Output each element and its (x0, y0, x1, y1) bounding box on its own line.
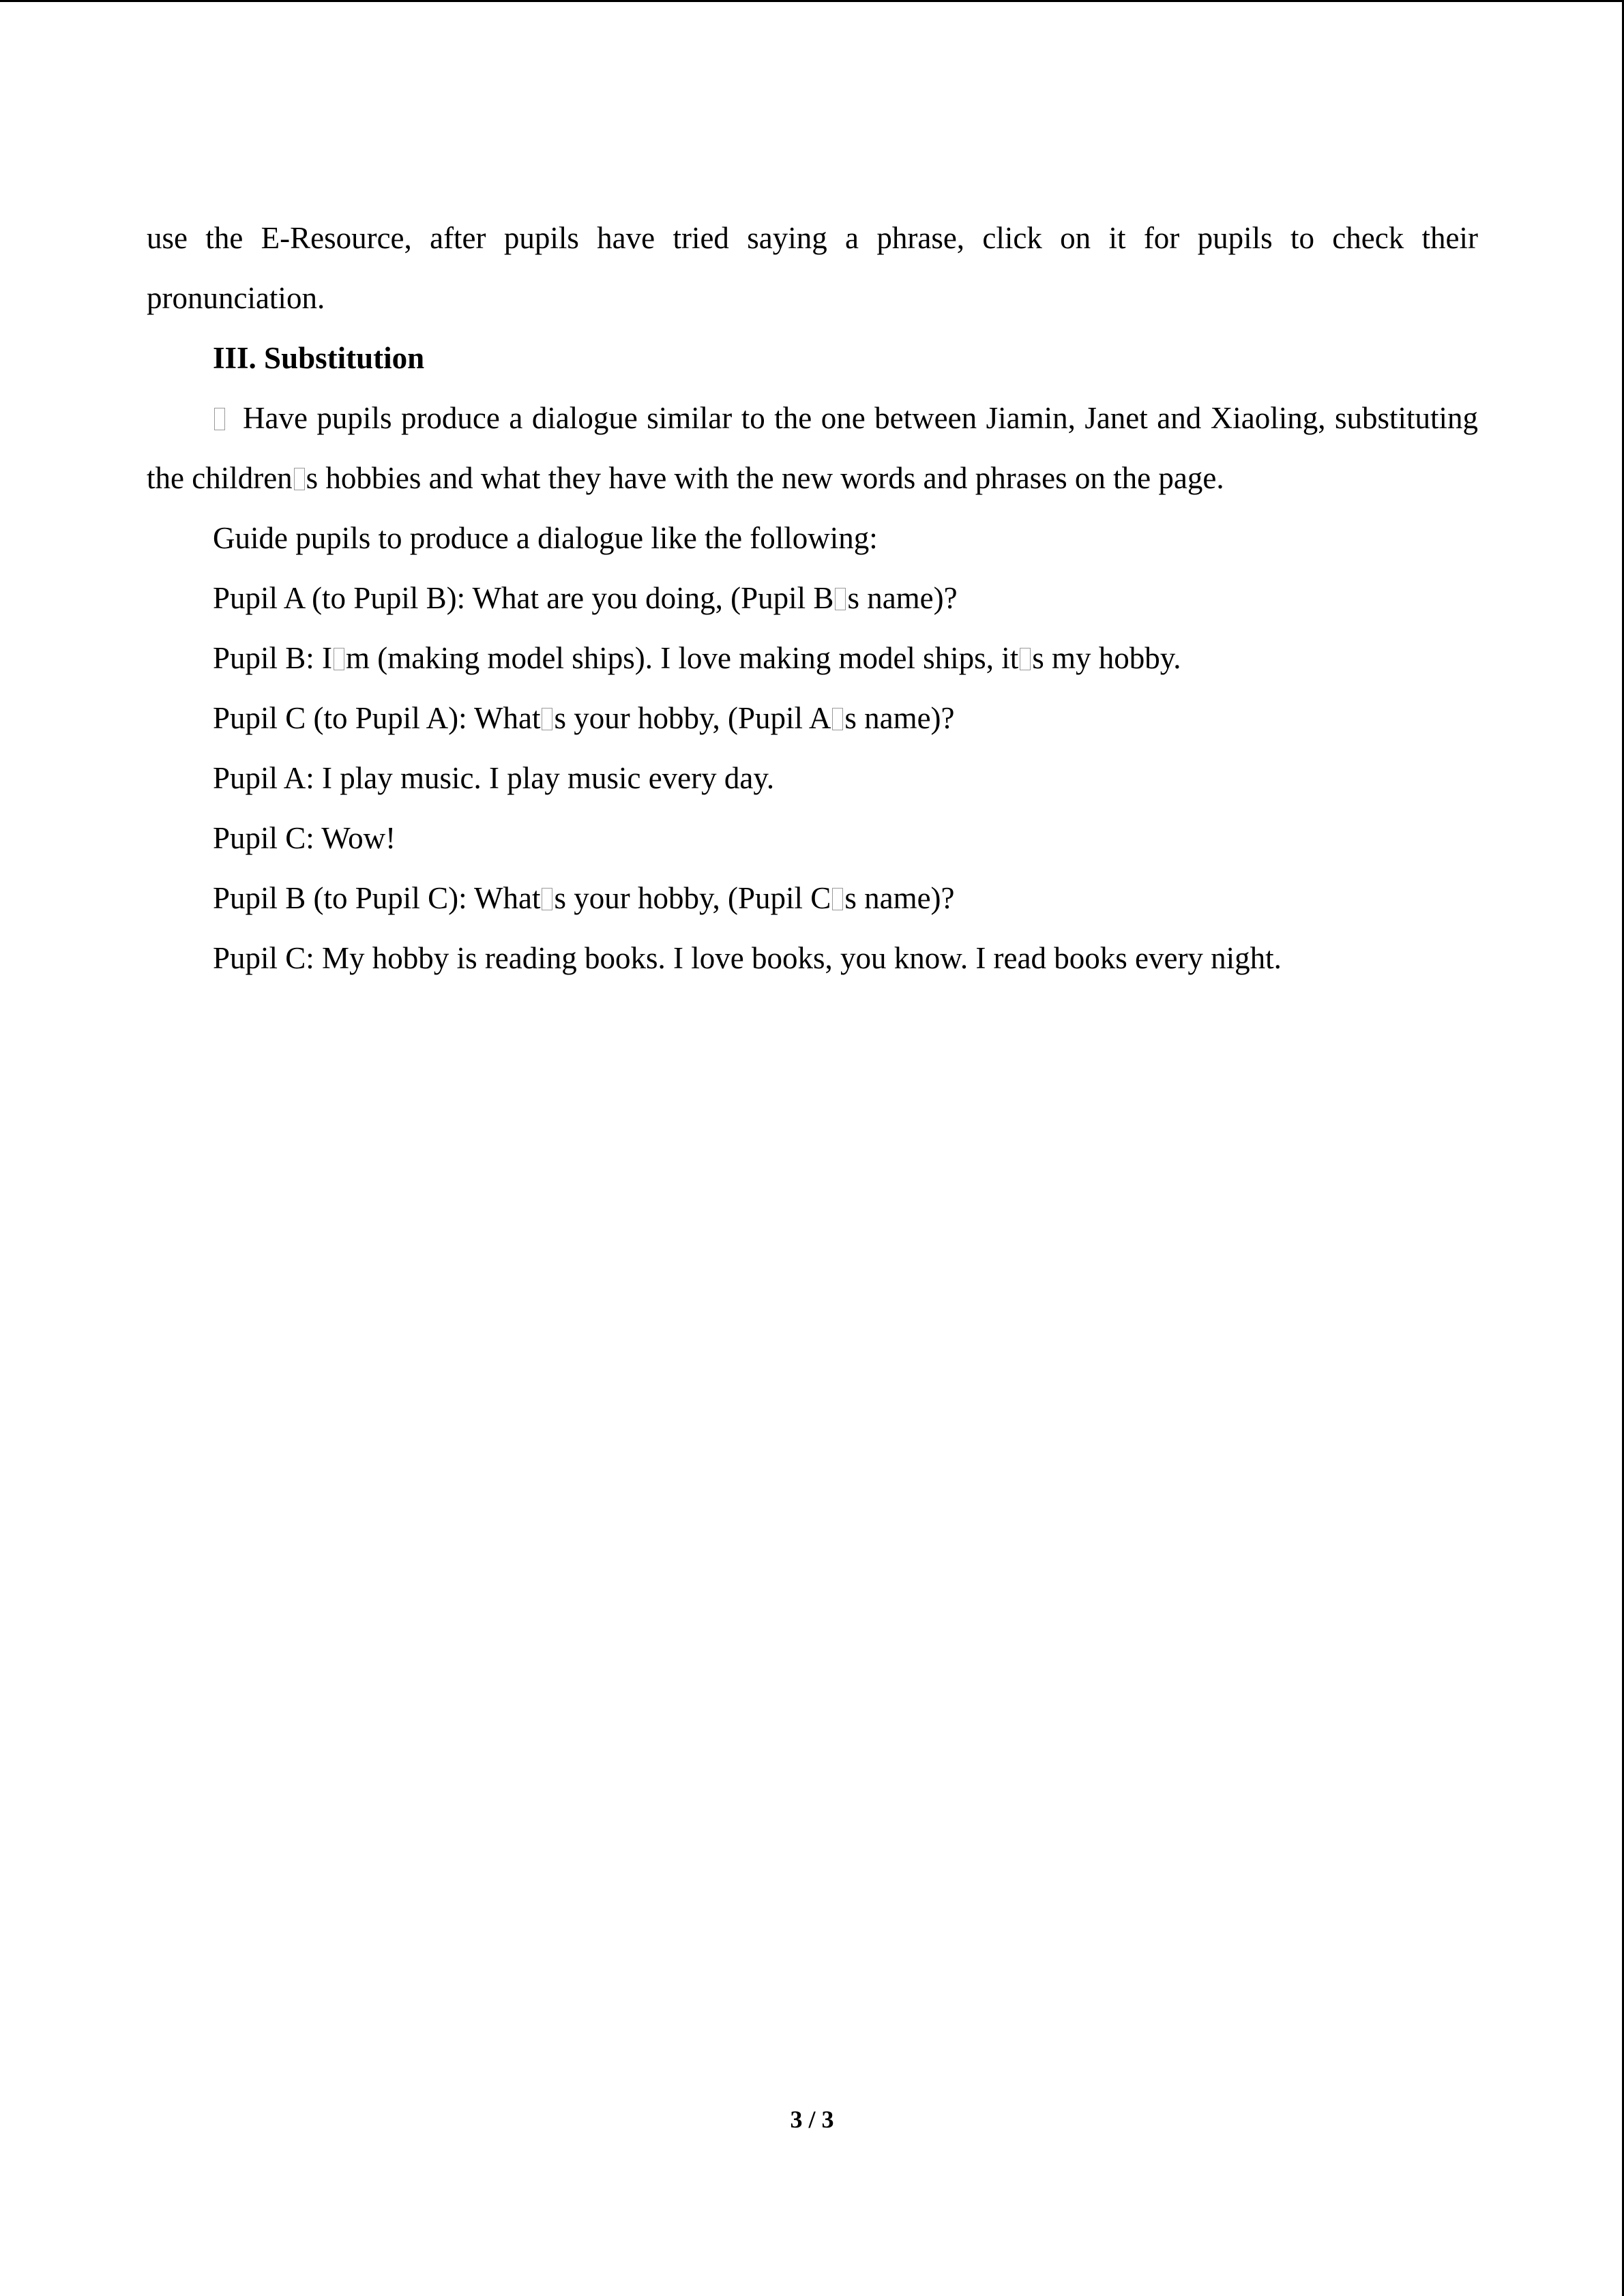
missing-glyph-icon (294, 468, 305, 490)
section-heading: III. Substitution (213, 341, 425, 375)
dialogue-line (147, 928, 1478, 988)
dialogue-text: s name)? (847, 581, 958, 615)
dialogue-text: s name)? (844, 881, 955, 915)
instruction-text-part: Have pupils produce a dialogue similar to the one between Jiamin, Janet and Xiaoling, substituting the children (147, 401, 1478, 495)
dialogue-text: Pupil B (to Pupil C): What (213, 881, 541, 915)
dialogue-line (147, 748, 1478, 808)
dialogue-text: Pupil C (to Pupil A): What (213, 701, 541, 735)
missing-glyph-icon (832, 708, 843, 730)
dialogue-line (147, 568, 1478, 628)
dialogue-text: Pupil C: Wow! (213, 821, 396, 855)
dialogue-text: Pupil B: I (213, 641, 333, 675)
missing-glyph-icon (214, 408, 225, 430)
dialogue-text: Pupil A (to Pupil B): What are you doing, (Pupil B (213, 581, 834, 615)
missing-glyph-icon (1020, 648, 1031, 670)
dialogue-line (147, 808, 1478, 868)
dialogue-text: m (making model ships). I love making model ships, it (346, 641, 1019, 675)
missing-glyph-icon (832, 888, 843, 910)
dialogue-line (147, 868, 1478, 928)
document-body (147, 208, 1478, 988)
dialogue-text: Pupil C: My hobby is reading books. I love books, you know. I read books every night. (213, 941, 1282, 975)
missing-glyph-icon (835, 588, 846, 610)
page-top-border (0, 0, 1624, 2)
dialogue-line (147, 628, 1478, 688)
dialogue-text: Pupil A: I play music. I play music every day. (213, 761, 775, 795)
missing-glyph-icon (542, 888, 552, 910)
page-number: 3 / 3 (790, 2106, 834, 2133)
dialogue-line (147, 688, 1478, 748)
guide-paragraph: Guide pupils to produce a dialogue like the following: (213, 521, 878, 555)
dialogue-text: s your hobby, (Pupil C (554, 881, 831, 915)
missing-glyph-icon (334, 648, 344, 670)
dialogue-text: s your hobby, (Pupil A (554, 701, 831, 735)
continuation-paragraph: use the E-Resource, after pupils have tried saying a phrase, click on it for pupils to check their pronunciation. (147, 221, 1478, 315)
missing-glyph-icon (542, 708, 552, 730)
dialogue-text: s name)? (844, 701, 955, 735)
dialogue-text: s my hobby. (1032, 641, 1181, 675)
instruction-text-part: s hobbies and what they have with the new words and phrases on the page. (306, 461, 1224, 495)
instruction-paragraph (147, 388, 1478, 508)
